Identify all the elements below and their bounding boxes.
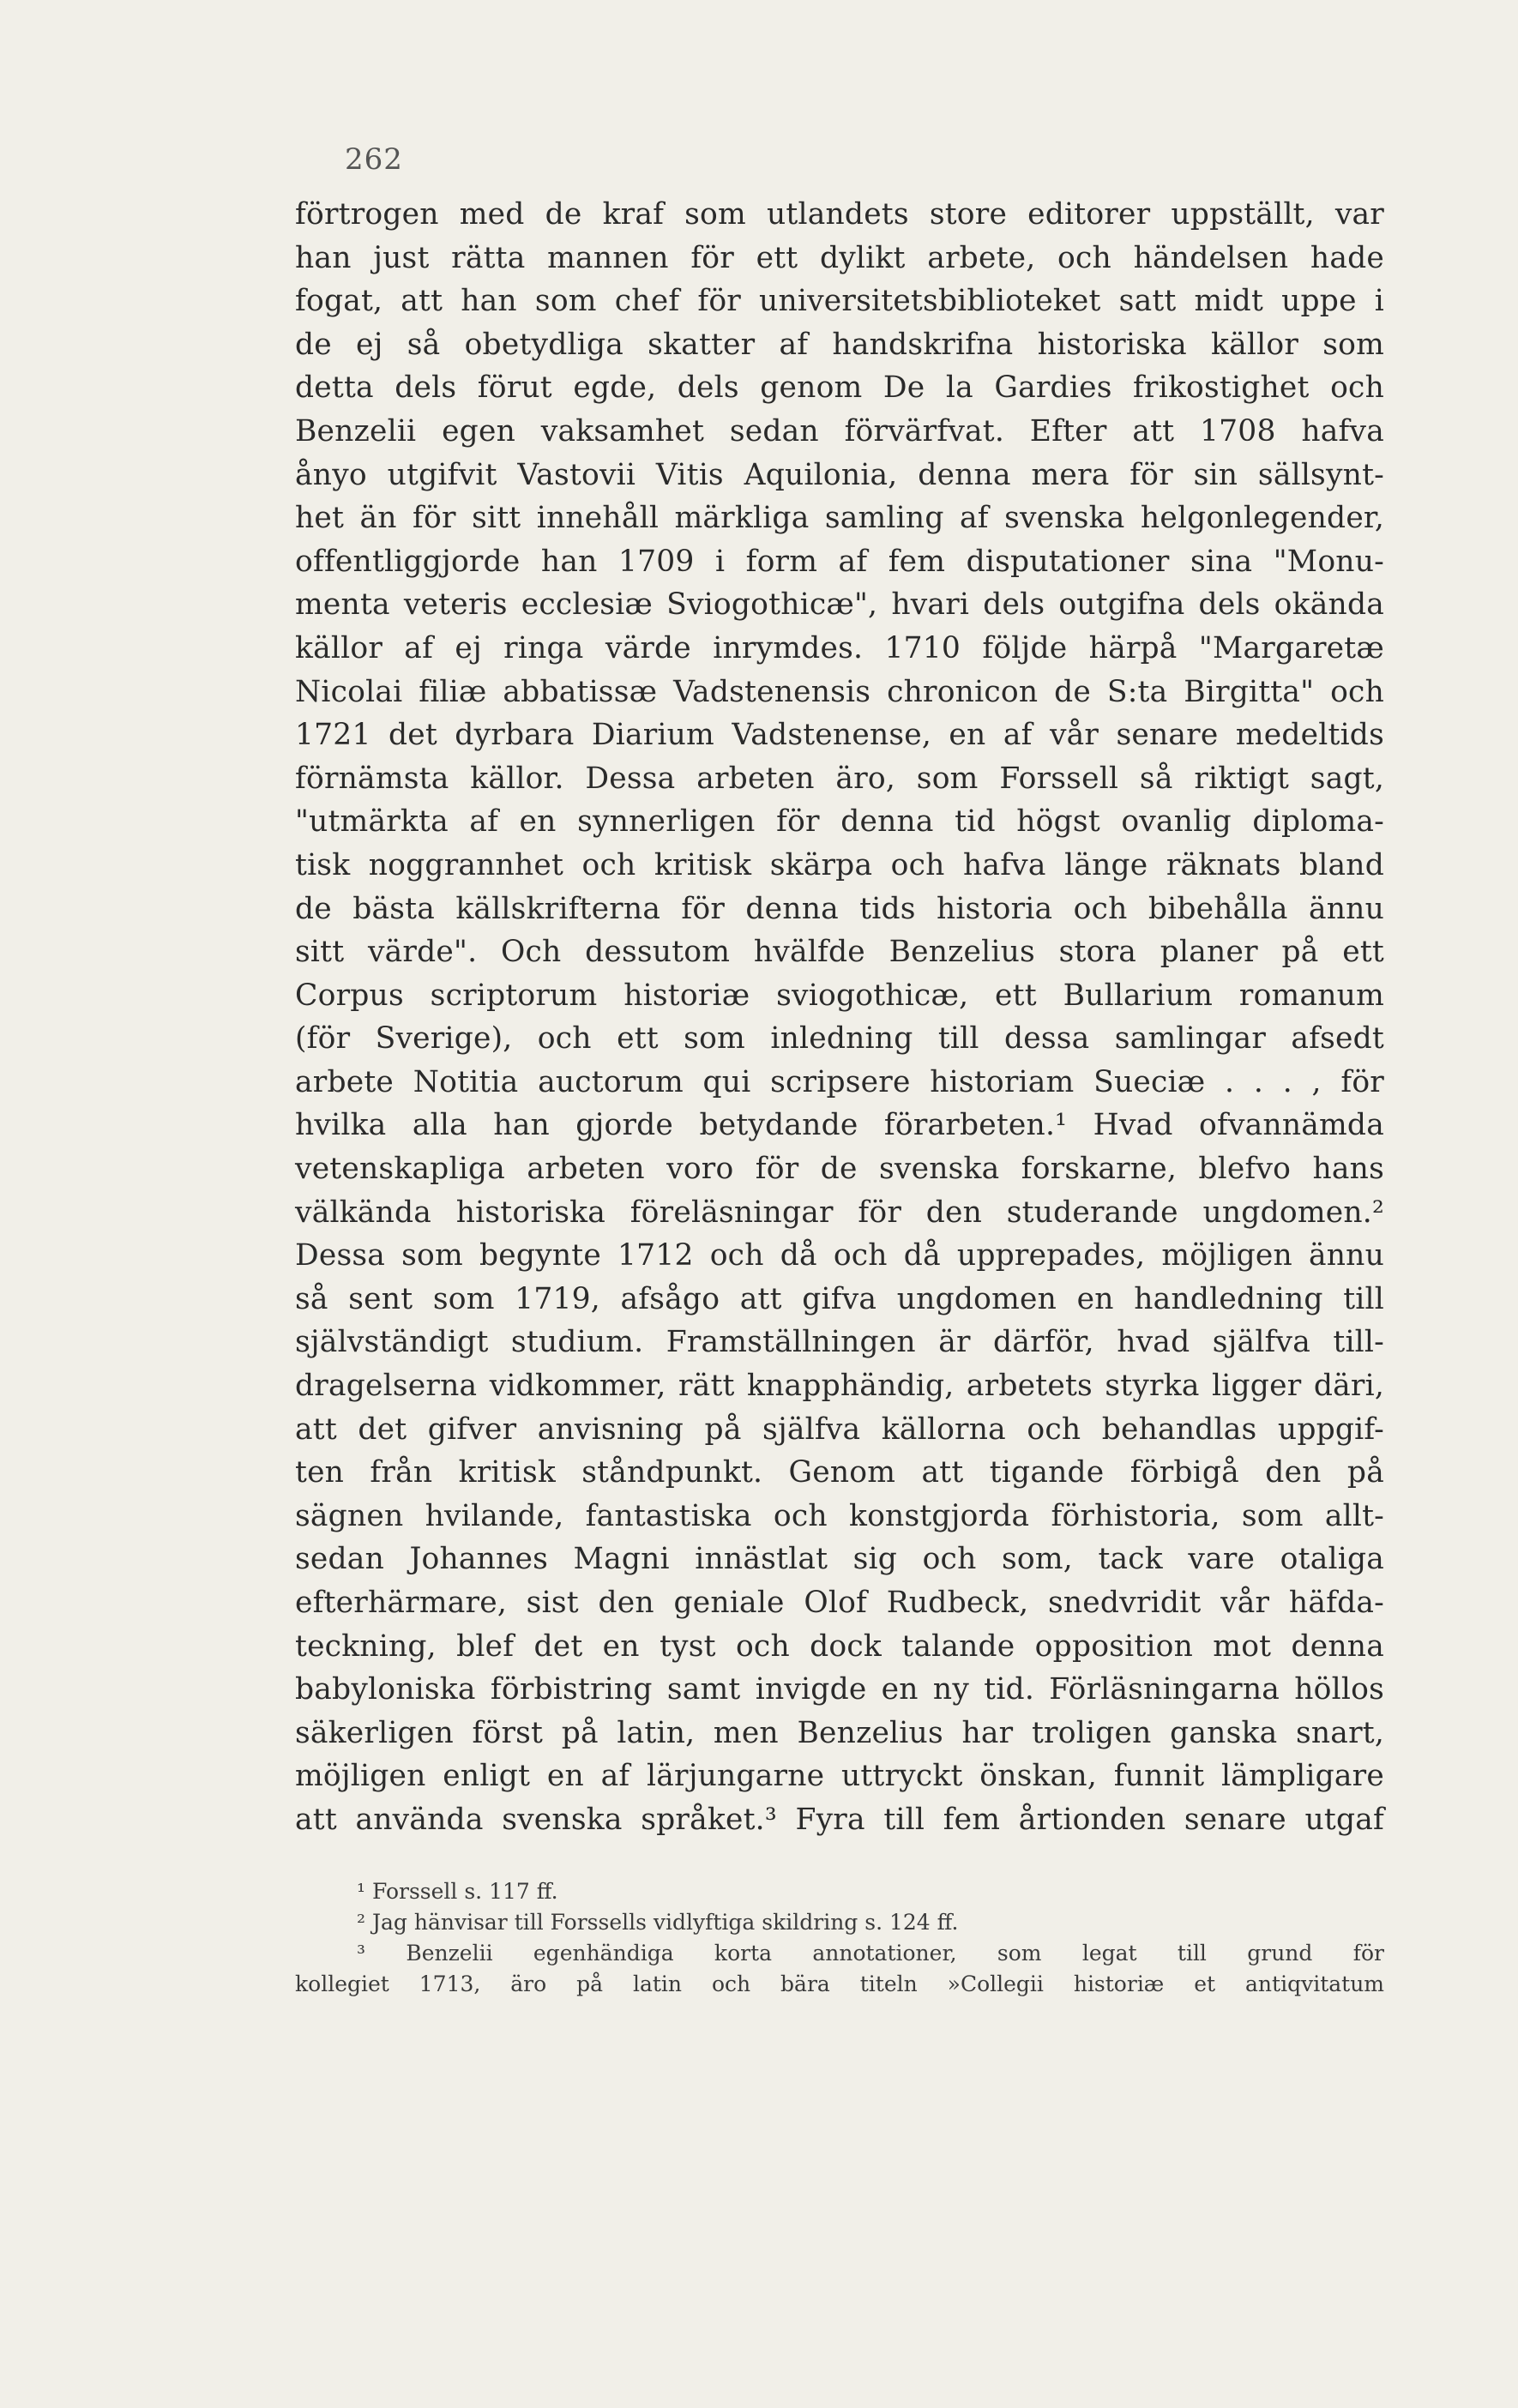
body-line: 1721 det dyrbara Diarium Vadstenense, en af vår senare medeltids xyxy=(295,718,1384,753)
body-line: detta dels förut egde, dels genom De la Gardies frikostighet och xyxy=(295,370,1384,406)
body-line: sedan Johannes Magni innästlat sig och som, tack vare otaliga xyxy=(295,1542,1384,1577)
body-line: Benzelii egen vaksamhet sedan förvärfvat. Efter att 1708 hafva xyxy=(295,413,1384,448)
body-line: så sent som 1719, afsågo att gifva ungdomen en handledning till xyxy=(295,1281,1384,1316)
page-number: 262 xyxy=(345,142,403,177)
body-line: teckning, blef det en tyst och dock talande opposition mot denna xyxy=(295,1628,1384,1664)
body-line: fogat, att han som chef för universitetsbiblioteket satt midt uppe i xyxy=(295,284,1384,319)
body-line: "utmärkta af en synnerligen för denna tid högst ovanlig diploma- xyxy=(295,804,1384,840)
body-line: efterhärmare, sist den geniale Olof Rudbeck, snedvridit vår häfda- xyxy=(295,1586,1384,1620)
body-line: säkerligen först på latin, men Benzelius har troligen ganska snart, xyxy=(295,1715,1384,1750)
body-line: ten från kritisk ståndpunkt. Genom att tigande förbigå den på xyxy=(295,1455,1384,1490)
body-line: förnämsta källor. Dessa arbeten äro, som Forssell så riktigt sagt, xyxy=(295,761,1384,796)
body-line: att det gifver anvisning på själfva källorna och behandlas uppgif- xyxy=(295,1412,1384,1447)
body-line: Corpus scriptorum historiæ sviogothicæ, ett Bullarium romanum xyxy=(295,978,1384,1013)
footnote-3-continued: kollegiet 1713, äro på latin och bära titeln »Collegii historiæ et antiqvitatum xyxy=(295,1972,1384,1996)
body-line: sitt värde". Och dessutom hvälfde Benzelius stora planer på ett xyxy=(295,935,1384,970)
body-line: sägnen hvilande, fantastiska och konstgjorda förhistoria, som allt- xyxy=(295,1498,1384,1533)
footnote-3: ³ Benzelii egenhändiga korta annotationer, som legat till grund för xyxy=(357,1941,1384,1966)
body-line: het än för sitt innehåll märkliga samling af svenska helgonlegender, xyxy=(295,501,1384,536)
body-line: babyloniska förbistring samt invigde en ny tid. Förläsningarna höllos xyxy=(295,1672,1384,1707)
body-line: ånyo utgifvit Vastovii Vitis Aquilonia, denna mera för sin sällsynt- xyxy=(295,457,1384,492)
body-line: de bästa källskrifterna för denna tids historia och bibehålla ännu xyxy=(295,891,1384,926)
body-line: menta veteris ecclesiæ Sviogothicæ", hvari dels outgifna dels okända xyxy=(295,587,1384,623)
body-line: Dessa som begynte 1712 och då och då upprepades, möjligen ännu xyxy=(295,1238,1384,1273)
body-line: källor af ej ringa värde inrymdes. 1710 följde härpå "Margaretæ xyxy=(295,630,1384,665)
body-line: vetenskapliga arbeten voro för de svenska forskarne, blefvo hans xyxy=(295,1152,1384,1187)
footnotes xyxy=(295,1876,1384,2000)
footnote-1: ¹ Forssell s. 117 ff. xyxy=(357,1879,558,1904)
body-line: offentliggjorde han 1709 i form af fem disputationer sina "Monu- xyxy=(295,544,1384,579)
body-line: arbete Notitia auctorum qui scripsere historiam Sueciæ . . . , för xyxy=(295,1064,1384,1099)
footnote-2: ² Jag hänvisar till Forssells vidlyftiga skildring s. 124 ff. xyxy=(357,1910,959,1935)
body-line: han just rätta mannen för ett dylikt arbete, och händelsen hade xyxy=(295,240,1384,275)
body-line: de ej så obetydliga skatter af handskrifna historiska källor som xyxy=(295,327,1384,362)
body-line: förtrogen med de kraf som utlandets store editorer uppställt, var xyxy=(295,197,1384,232)
body-line: hvilka alla han gjorde betydande förarbeten.¹ Hvad ofvannämda xyxy=(295,1108,1384,1143)
body-line: (för Sverige), och ett som inledning till dessa samlingar afsedt xyxy=(295,1021,1384,1057)
body-line: välkända historiska föreläsningar för den studerande ungdomen.² xyxy=(295,1195,1384,1230)
body-line: att använda svenska språket.³ Fyra till fem årtionden senare utgaf xyxy=(295,1802,1384,1837)
body-text xyxy=(295,193,1384,1842)
body-line: Nicolai filiæ abbatissæ Vadstenensis chronicon de S:ta Birgitta" och xyxy=(295,674,1384,709)
body-line: dragelserna vidkommer, rätt knapphändig, arbetets styrka ligger däri, xyxy=(295,1369,1384,1404)
body-line: möjligen enligt en af lärjungarne uttryckt önskan, funnit lämpligare xyxy=(295,1759,1384,1794)
body-line: tisk noggrannhet och kritisk skärpa och hafva länge räknats bland xyxy=(295,847,1384,882)
body-line: självständigt studium. Framställningen är därför, hvad själfva till- xyxy=(295,1325,1384,1360)
